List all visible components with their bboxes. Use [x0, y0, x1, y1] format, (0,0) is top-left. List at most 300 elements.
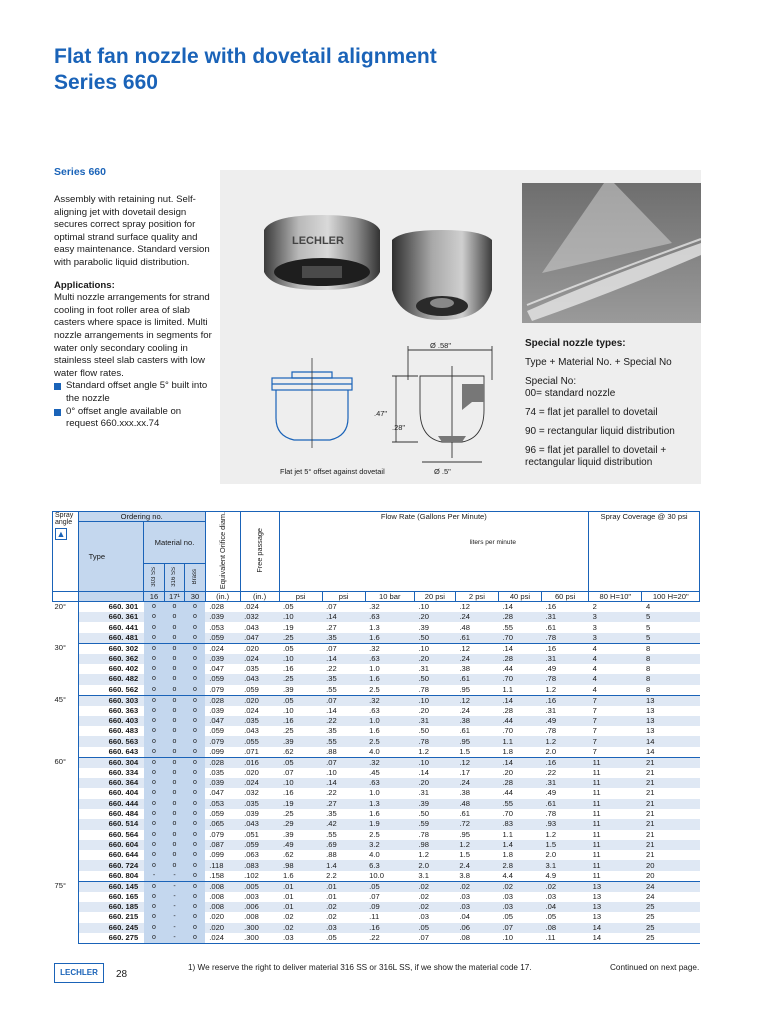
- material-cell: o: [185, 830, 206, 840]
- footnote: 1) We reserve the right to deliver material 316 SS or 316L SS, if we show the material code 17.: [188, 963, 532, 972]
- applications-text: Multi nozzle arrangements for strand cooling in foot roller area of slab casters where space is limited. Multi nozzle arrangements in segments for water only secondary cooling in stainless steel slab casters with low water flow rates.: [54, 292, 212, 379]
- type-cell: 660. 364: [78, 778, 144, 788]
- material-cell: o: [164, 778, 185, 788]
- value-cell: .008: [205, 881, 240, 892]
- value-cell: 11: [589, 840, 642, 850]
- dim-top-label: Ø .58": [430, 341, 452, 350]
- value-cell: 20: [642, 860, 700, 870]
- header-psi-col: 40 psi: [498, 592, 541, 602]
- value-cell: .006: [240, 902, 279, 912]
- value-cell: .78: [542, 726, 589, 736]
- value-cell: .44: [498, 788, 541, 798]
- value-cell: .03: [279, 933, 322, 944]
- value-cell: .25: [279, 809, 322, 819]
- value-cell: .25: [279, 726, 322, 736]
- material-cell: o: [185, 892, 206, 902]
- value-cell: .03: [542, 892, 589, 902]
- material-cell: o: [185, 778, 206, 788]
- value-cell: .039: [205, 778, 240, 788]
- value-cell: 21: [642, 840, 700, 850]
- value-cell: 13: [589, 902, 642, 912]
- value-cell: .11: [542, 933, 589, 944]
- value-cell: .024: [205, 933, 240, 944]
- value-cell: 2.8: [498, 860, 541, 870]
- table-row: [53, 933, 700, 944]
- value-cell: .008: [205, 892, 240, 902]
- value-cell: .16: [542, 602, 589, 613]
- value-cell: .12: [455, 602, 498, 613]
- material-cell: o: [164, 860, 185, 870]
- value-cell: .079: [205, 736, 240, 746]
- material-cell: o: [164, 799, 185, 809]
- value-cell: .14: [498, 643, 541, 654]
- value-cell: 13: [589, 912, 642, 922]
- value-cell: .059: [240, 840, 279, 850]
- lechler-logo: LECHLER: [54, 963, 104, 983]
- page-number: 28: [116, 969, 128, 980]
- value-cell: 4.4: [498, 871, 541, 882]
- spray-photo-graphic: [522, 183, 701, 323]
- value-cell: 1.5: [455, 850, 498, 860]
- table-row: [53, 923, 700, 933]
- value-cell: .05: [279, 695, 322, 706]
- value-cell: 4.0: [365, 747, 414, 758]
- value-cell: 11: [589, 788, 642, 798]
- material-cell: o: [144, 654, 165, 664]
- value-cell: .10: [279, 612, 322, 622]
- value-cell: 4: [589, 685, 642, 696]
- material-cell: o: [185, 602, 206, 613]
- description-column: [54, 194, 214, 431]
- material-cell: o: [185, 902, 206, 912]
- page-title: Flat fan nozzle with dovetail alignment Series 660: [54, 45, 437, 94]
- value-cell: .043: [240, 674, 279, 684]
- value-cell: .032: [240, 788, 279, 798]
- value-cell: 2.5: [365, 736, 414, 746]
- value-cell: .11: [365, 912, 414, 922]
- value-cell: 1.2: [414, 747, 455, 758]
- header-flow-rate: Flow Rate (Gallons Per Minute): [279, 512, 589, 522]
- material-cell: o: [164, 840, 185, 850]
- header-ordering-no: Ordering no.: [78, 512, 205, 522]
- value-cell: .020: [240, 768, 279, 778]
- material-cell: o: [164, 736, 185, 746]
- value-cell: .035: [240, 799, 279, 809]
- value-cell: .024: [240, 778, 279, 788]
- value-cell: .22: [322, 788, 365, 798]
- value-cell: 5: [642, 633, 700, 644]
- value-cell: .05: [322, 933, 365, 944]
- spray-angle-cell: 30°: [53, 643, 79, 695]
- value-cell: 1.1: [498, 830, 541, 840]
- special-item: 74 = flat jet parallel to dovetail: [525, 407, 658, 418]
- value-cell: .02: [498, 881, 541, 892]
- value-cell: .28: [498, 612, 541, 622]
- value-cell: .024: [205, 643, 240, 654]
- value-cell: 11: [589, 757, 642, 768]
- dim-bottom-label: Ø .5": [434, 467, 451, 476]
- value-cell: 3.1: [414, 871, 455, 882]
- value-cell: .020: [205, 912, 240, 922]
- material-cell: o: [185, 622, 206, 632]
- value-cell: .70: [498, 674, 541, 684]
- value-cell: 25: [642, 933, 700, 944]
- material-cell: o: [164, 664, 185, 674]
- value-cell: .95: [455, 685, 498, 696]
- value-cell: .02: [455, 881, 498, 892]
- type-cell: 660. 245: [78, 923, 144, 933]
- header-psi-col: 2 psi: [455, 592, 498, 602]
- value-cell: .02: [279, 923, 322, 933]
- table-row: [53, 726, 700, 736]
- header-psi-col: 20 psi: [414, 592, 455, 602]
- table-row: [53, 747, 700, 758]
- value-cell: 2.0: [542, 850, 589, 860]
- value-cell: .12: [455, 695, 498, 706]
- value-cell: .07: [322, 602, 365, 613]
- special-heading: Special nozzle types:: [525, 338, 626, 349]
- value-cell: .28: [498, 706, 541, 716]
- table-row: [53, 654, 700, 664]
- material-cell: o: [144, 809, 165, 819]
- table-row: [53, 809, 700, 819]
- table-row: [53, 788, 700, 798]
- value-cell: .09: [365, 902, 414, 912]
- material-cell: o: [144, 850, 165, 860]
- material-cell: o: [185, 706, 206, 716]
- value-cell: 3: [589, 622, 642, 632]
- header-equivalent: Equivalent Orifice diam.: [205, 512, 240, 592]
- value-cell: .49: [542, 716, 589, 726]
- value-cell: .39: [414, 622, 455, 632]
- header-code-30: 30: [185, 592, 206, 602]
- value-cell: 1.6: [365, 633, 414, 644]
- value-cell: .55: [498, 799, 541, 809]
- value-cell: .053: [205, 622, 240, 632]
- value-cell: .05: [542, 912, 589, 922]
- value-cell: 1.6: [365, 726, 414, 736]
- spray-angle-cell: 45°: [53, 695, 79, 757]
- value-cell: .039: [205, 612, 240, 622]
- value-cell: .16: [279, 788, 322, 798]
- value-cell: .079: [205, 685, 240, 696]
- material-cell: o: [185, 871, 206, 882]
- value-cell: .02: [279, 912, 322, 922]
- value-cell: .20: [414, 778, 455, 788]
- material-cell: o: [144, 664, 165, 674]
- value-cell: .35: [322, 726, 365, 736]
- material-cell: o: [164, 622, 185, 632]
- material-cell: o: [185, 799, 206, 809]
- value-cell: .08: [455, 933, 498, 944]
- value-cell: 1.0: [365, 664, 414, 674]
- value-cell: .03: [322, 923, 365, 933]
- value-cell: 8: [642, 664, 700, 674]
- value-cell: .31: [542, 612, 589, 622]
- value-cell: 13: [642, 706, 700, 716]
- value-cell: .29: [279, 819, 322, 829]
- value-cell: .42: [322, 819, 365, 829]
- header-material-303ss: 303 SS: [144, 564, 165, 592]
- table-row: [53, 716, 700, 726]
- drawing-caption: Flat jet 5° offset against dovetail: [280, 467, 385, 476]
- value-cell: 1.9: [365, 819, 414, 829]
- value-cell: .07: [498, 923, 541, 933]
- value-cell: .22: [322, 664, 365, 674]
- value-cell: .102: [240, 871, 279, 882]
- value-cell: .63: [365, 706, 414, 716]
- type-cell: 660. 302: [78, 643, 144, 654]
- material-cell: -: [164, 881, 185, 892]
- value-cell: .003: [240, 892, 279, 902]
- material-cell: o: [164, 633, 185, 644]
- value-cell: .61: [542, 799, 589, 809]
- value-cell: 14: [642, 736, 700, 746]
- value-cell: 5: [642, 612, 700, 622]
- value-cell: .24: [455, 612, 498, 622]
- special-item: 90 = rectangular liquid distribution: [525, 426, 675, 437]
- value-cell: .02: [322, 902, 365, 912]
- header-material-no: Material no.: [144, 522, 206, 564]
- type-cell: 660. 403: [78, 716, 144, 726]
- value-cell: .020: [205, 923, 240, 933]
- material-cell: o: [164, 757, 185, 768]
- value-cell: .50: [414, 809, 455, 819]
- special-item: 96 = flat jet parallel to dovetail + rectangular liquid distribution: [525, 445, 667, 468]
- value-cell: 2.5: [365, 685, 414, 696]
- value-cell: .05: [414, 923, 455, 933]
- table-row: [53, 860, 700, 870]
- value-cell: .04: [542, 902, 589, 912]
- type-cell: 660. 514: [78, 819, 144, 829]
- value-cell: .55: [322, 830, 365, 840]
- value-cell: .01: [279, 902, 322, 912]
- material-cell: o: [185, 612, 206, 622]
- value-cell: 1.6: [279, 871, 322, 882]
- table-row: [53, 602, 700, 613]
- value-cell: .20: [498, 768, 541, 778]
- material-cell: o: [185, 850, 206, 860]
- special-item: 00= standard nozzle: [525, 388, 616, 399]
- value-cell: .07: [414, 933, 455, 944]
- value-cell: .83: [498, 819, 541, 829]
- material-cell: o: [144, 726, 165, 736]
- value-cell: .61: [455, 809, 498, 819]
- value-cell: 5: [642, 622, 700, 632]
- header-material-brass: Brass: [185, 564, 206, 592]
- value-cell: 2.4: [455, 860, 498, 870]
- value-cell: .14: [414, 768, 455, 778]
- type-cell: 660. 402: [78, 664, 144, 674]
- material-cell: o: [144, 768, 165, 778]
- value-cell: .95: [455, 830, 498, 840]
- type-cell: 660. 363: [78, 706, 144, 716]
- value-cell: .05: [498, 912, 541, 922]
- table-body: [53, 602, 700, 944]
- type-cell: 660. 563: [78, 736, 144, 746]
- value-cell: .039: [205, 706, 240, 716]
- spray-angle-cell: 20°: [53, 602, 79, 644]
- type-cell: 660. 303: [78, 695, 144, 706]
- table-row: [53, 674, 700, 684]
- value-cell: .05: [365, 881, 414, 892]
- value-cell: 2: [589, 602, 642, 613]
- header-coverage-col: 80 H=10": [589, 592, 642, 602]
- value-cell: .59: [414, 819, 455, 829]
- value-cell: .16: [542, 695, 589, 706]
- value-cell: 1.8: [498, 850, 541, 860]
- spray-angle-icon: ▲: [56, 529, 66, 539]
- value-cell: .03: [455, 892, 498, 902]
- table-row: [53, 850, 700, 860]
- value-cell: .020: [240, 695, 279, 706]
- material-cell: o: [144, 933, 165, 944]
- value-cell: 13: [642, 695, 700, 706]
- value-cell: 1.8: [498, 747, 541, 758]
- spray-angle-cell: 75°: [53, 881, 79, 943]
- value-cell: .44: [498, 664, 541, 674]
- table-row: [53, 695, 700, 706]
- type-cell: 660. 362: [78, 654, 144, 664]
- value-cell: .10: [279, 654, 322, 664]
- intro-text: Assembly with retaining nut. Self-aligning jet with dovetail design secures correct spray position for optimal strand surface quality and easy maintenance. Standard version with parabolic liquid distribution.: [54, 194, 210, 268]
- value-cell: .12: [455, 757, 498, 768]
- material-cell: o: [185, 860, 206, 870]
- value-cell: 3.1: [542, 860, 589, 870]
- value-cell: .24: [455, 706, 498, 716]
- material-cell: o: [185, 819, 206, 829]
- header-psi-col: psi: [279, 592, 322, 602]
- bullet-item: Standard offset angle 5° built into the nozzle: [54, 380, 214, 405]
- value-cell: .78: [542, 674, 589, 684]
- header-free-passage: Free passage: [240, 512, 279, 592]
- value-cell: 14: [642, 747, 700, 758]
- type-cell: 660. 484: [78, 809, 144, 819]
- value-cell: .31: [542, 654, 589, 664]
- value-cell: 1.5: [455, 747, 498, 758]
- value-cell: .78: [542, 809, 589, 819]
- value-cell: .043: [240, 622, 279, 632]
- value-cell: 1.4: [322, 860, 365, 870]
- value-cell: 21: [642, 778, 700, 788]
- continued-note: Continued on next page.: [610, 963, 700, 972]
- type-cell: 660. 564: [78, 830, 144, 840]
- spray-pattern-photo: [522, 183, 701, 323]
- value-cell: .69: [322, 840, 365, 850]
- value-cell: .48: [455, 622, 498, 632]
- value-cell: 21: [642, 768, 700, 778]
- value-cell: .55: [498, 622, 541, 632]
- value-cell: .01: [322, 892, 365, 902]
- material-cell: o: [164, 819, 185, 829]
- special-nozzle-types: [525, 338, 703, 476]
- value-cell: .78: [414, 736, 455, 746]
- material-cell: o: [185, 726, 206, 736]
- value-cell: .06: [455, 923, 498, 933]
- material-cell: -: [144, 871, 165, 882]
- material-cell: o: [185, 788, 206, 798]
- value-cell: .20: [414, 654, 455, 664]
- dim-47-label: .47": [374, 409, 388, 418]
- value-cell: .14: [322, 612, 365, 622]
- value-cell: 13: [589, 892, 642, 902]
- material-cell: o: [164, 830, 185, 840]
- value-cell: 10.0: [365, 871, 414, 882]
- value-cell: 21: [642, 788, 700, 798]
- value-cell: 1.4: [498, 840, 541, 850]
- value-cell: .32: [365, 757, 414, 768]
- value-cell: 4: [589, 674, 642, 684]
- value-cell: .49: [542, 664, 589, 674]
- value-cell: .02: [414, 902, 455, 912]
- material-cell: o: [144, 736, 165, 746]
- table-row: [53, 881, 700, 892]
- table-row: [53, 685, 700, 696]
- material-cell: o: [144, 685, 165, 696]
- material-cell: o: [185, 757, 206, 768]
- material-cell: -: [164, 871, 185, 882]
- value-cell: .98: [279, 860, 322, 870]
- value-cell: 25: [642, 902, 700, 912]
- material-cell: -: [164, 923, 185, 933]
- value-cell: .083: [240, 860, 279, 870]
- header-type: Type: [78, 522, 144, 592]
- value-cell: .61: [455, 633, 498, 644]
- value-cell: .005: [240, 881, 279, 892]
- value-cell: .55: [322, 685, 365, 696]
- value-cell: 4.9: [542, 871, 589, 882]
- value-cell: .059: [205, 674, 240, 684]
- value-cell: 8: [642, 654, 700, 664]
- applications-heading: Applications:: [54, 279, 115, 291]
- value-cell: .35: [322, 633, 365, 644]
- material-cell: o: [144, 819, 165, 829]
- value-cell: 14: [589, 933, 642, 944]
- table-row: [53, 840, 700, 850]
- value-cell: .05: [279, 757, 322, 768]
- value-cell: .31: [414, 664, 455, 674]
- value-cell: 11: [589, 809, 642, 819]
- value-cell: .024: [240, 654, 279, 664]
- type-cell: 660. 275: [78, 933, 144, 944]
- value-cell: 1.2: [414, 850, 455, 860]
- value-cell: 1.2: [542, 830, 589, 840]
- value-cell: .10: [414, 757, 455, 768]
- header-spray-angle: Spray angle ▲: [53, 512, 79, 592]
- value-cell: 2.2: [322, 871, 365, 882]
- material-cell: o: [185, 654, 206, 664]
- value-cell: .45: [365, 768, 414, 778]
- material-cell: o: [144, 860, 165, 870]
- value-cell: 1.6: [365, 674, 414, 684]
- special-no-label: Special No:: [525, 376, 577, 387]
- type-cell: 660. 441: [78, 622, 144, 632]
- value-cell: .98: [414, 840, 455, 850]
- value-cell: 4: [589, 654, 642, 664]
- spray-angle-cell: 60°: [53, 757, 79, 881]
- value-cell: 1.2: [455, 840, 498, 850]
- table-row: [53, 736, 700, 746]
- material-cell: o: [185, 633, 206, 644]
- value-cell: 13: [589, 881, 642, 892]
- value-cell: .16: [542, 757, 589, 768]
- material-cell: o: [164, 726, 185, 736]
- material-cell: o: [144, 602, 165, 613]
- value-cell: .28: [498, 778, 541, 788]
- series-label: Series 660: [54, 166, 106, 178]
- value-cell: .35: [322, 809, 365, 819]
- material-cell: o: [144, 622, 165, 632]
